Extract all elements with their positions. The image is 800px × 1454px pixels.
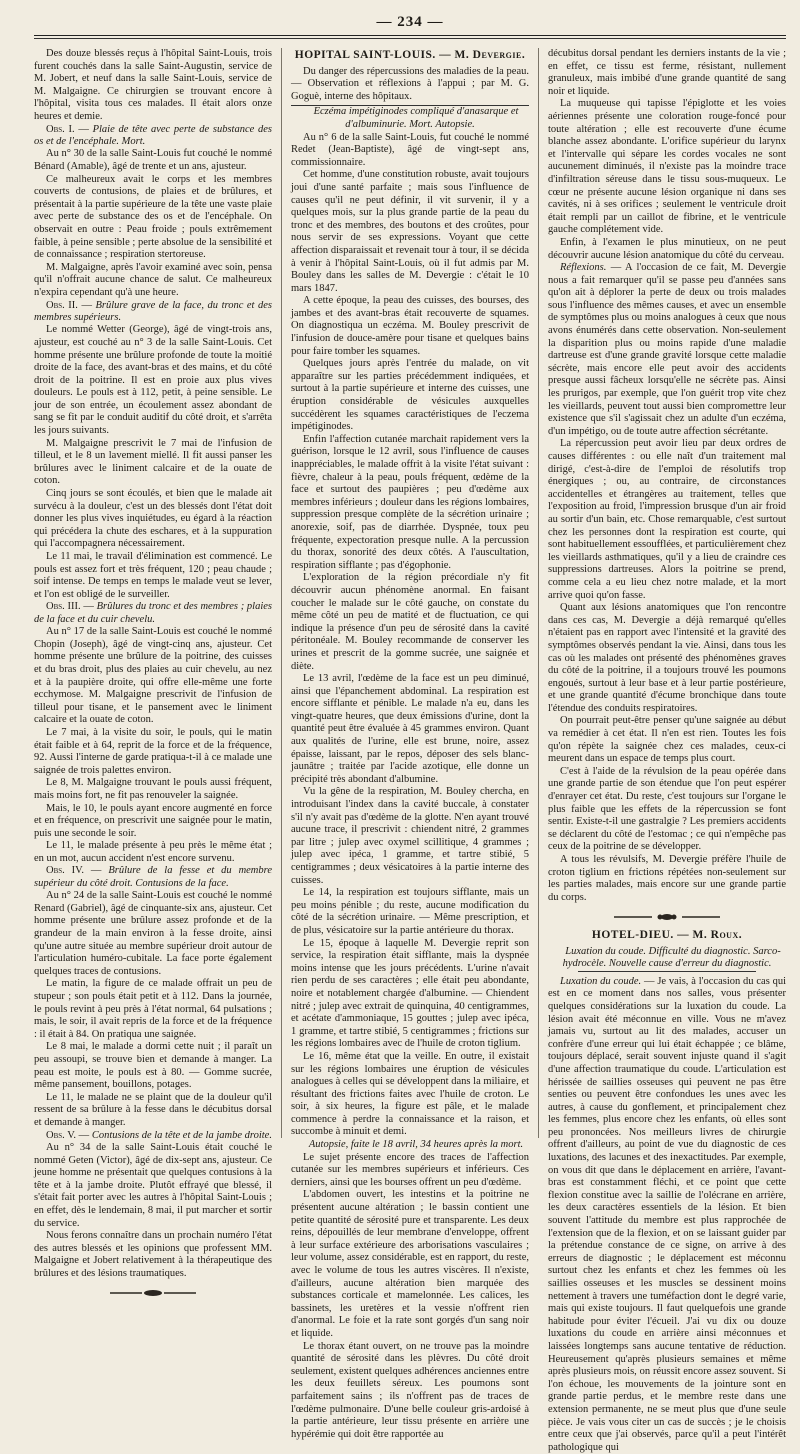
obs3-paragraph: Le 7 mai, à la visite du soir, le pouls, qui le matin était faible et à 64, reprit de la force et de la fréquence, 92. Aussi l'interne de garde pratiqua-t-il à ce malade une saignée de trois palettes environ. xyxy=(34,726,272,776)
luxation-text: — Je vais, à l'occasion du cas qui est en ce moment dans nos salles, vous présenter quelques considérations sur la luxation du coude. La lésion avait été méconnue en ville. Vous ne m'avez jamais vu, surtout au lit des malades, accuser un confrère d'une erreur qui lui était échappée ; ce blâme, toujours déplacé, serait souvent injuste quand il s'agit d'une affection traumatique du coude. L'articulation est hérissée de saillies osseuses qui peuvent ne pas être senties ou peuvent être confondues les unes avec les autres, à cause du gonflement, et principalement chez les femmes, plus encore chez les enfants, où elles sont peu prononcées. Nos meilleurs livres de chirurgie offrent d'ailleurs, au point de vue du diagnostic de ces luxations, des lacunes et des inexactitudes. Par exemple, on vous dit que dans le déplacement en arrière, l'avant-bras est constamment fléchi, et ce point que cette flexion constitue avec la saillie de l'olécrane en arrière, les deux caractères essentiels de la lésion. Et bien souvent l'attitude du membre est plus rapprochée de l'extension que de la flexion, et on se laissant guider par la prétendue constance de ce signe, on arrive à des erreurs de diagnostic ; le déplacement est méconnu surtout chez les enfants et chez les femmes où les saillies osseuses et les muscles se dessinent moins nettement à travers une tuméfaction dont le degré varie, mais qui existe toujours. Il faut quelquefois une grande habitude pour éviter l'écueil. J'ai vu dix ou douze luxations du coude en arrière ainsi méconnues et laissées longtemps sans aucune tentative de réduction. Heureusement qu'après plusieurs semaines et même après plusieurs mois, on réussit encore assez souvent. Si l'on échoue, les mouvements de la jointure sont en grande partie perdus, et le membre reste dans une extension permanente, ne se meut plus que d'une seule pièce. Je vais vous citer un cas de succès ; je le choisis entre ceux que j'ai observés, parce qu'il a peut l'intérêt pathologique qui xyxy=(548,975,787,1453)
obs1-heading xyxy=(34,124,272,149)
summary-rule xyxy=(578,971,756,972)
page-header xyxy=(34,10,786,34)
section-title-text: HOPITAL SAINT-LOUIS. xyxy=(294,49,436,61)
column-separator xyxy=(538,48,539,1138)
obs2-paragraph: Cinq jours se sont écoulés, et bien que le malade ait survécu à la douleur, c'est un des blessés dont l'état doit donner les plus vives inquiétudes, eu égard à la réaction qui précédera la chute des eschares, et à la suppuration qui l'accompagnera nécessairement. xyxy=(34,488,272,550)
col2-paragraph: Le 14, la respiration est toujours sifflante, mais un peu moins pénible ; du reste, aucune modification du côté de la sécrétion urinaire. — Même prescription, et de plus, vésicatoire sur la partie antérieure du thorax. xyxy=(291,887,529,936)
obs4-paragraph: Au n° 24 de la salle Saint-Louis est couché le nommé Renard (Gabriel), âgé de cinquante-six ans, ajusteur. Cet homme présente une brûlure assez profonde et de la grandeur de la main environ à la fesse droite, ainsi qu'une autre située au membre supérieur droit autour de l'articulation huméro-cubitale. La face porte également quelques traces de contusions. xyxy=(34,890,272,977)
obs4-paragraph: Le 8 mai, le malade a dormi cette nuit ; il paraît un peu assoupi, se trouve bien et demande à manger. La peau est moite, le pouls est à 80. — Gomme sucrée, même pansement, bouillons, potages. xyxy=(34,1041,272,1091)
col3-paragraph: Enfin, à l'examen le plus minutieux, on ne peut découvrir aucune lésion anatomique du côté du cerveau. xyxy=(548,236,786,261)
ornament-rule-icon xyxy=(108,1289,198,1297)
obs5-number: Obs. V. — xyxy=(46,1129,90,1141)
obs1-paragraph: Au n° 30 de la salle Saint-Louis fut couché le nommé Bénard (Amable), âgé de trente et un ans, ajusteur. xyxy=(34,148,272,172)
obs2-paragraph: M. Malgaigne prescrivit le 7 mai de l'infusion de tilleul, et le 8 un lavement miellé. Il fit aussi panser les brûlures avec le liniment calcaire et de la ouate de coton. xyxy=(34,437,272,487)
columns xyxy=(34,48,787,1453)
col3-paragraph: On pourrait peut-être penser qu'une saignée au début va remédier à cet état. Il n'en est rien. Toutes les fois qu'on répète la saignée chez ces malades, ceux-ci meurent dans un espace de temps plus court. xyxy=(548,715,786,765)
article-summary: Du danger des répercussions des maladies de la peau. — Observation et réflexions à l'appui ; par M. G. Goguè, interne des hôpitaux. xyxy=(291,65,529,102)
col3-paragraph: décubitus dorsal pendant les derniers instants de la vie ; en effet, ce tissu est ferme, résistant, nullement granuleux, mais imbibé d'une grande quantité de sang noir et liquide. xyxy=(548,48,786,97)
col2-paragraph: Vu la gêne de la respiration, M. Bouley chercha, en introduisant l'index dans la cavité buccale, à constater s'il n'y avait pas d'œdème de la glotte. N'en ayant trouvé aucune trace, il prescrivit : chiendent nitré, 2 grammes par litre ; julep avec oxymel scillitique, 4 grammes ; julep avec ipéca, 1 gramme, et tartre stibié, 5 centigrammes ; deux vésicatoires à la partie interne des cuisses. xyxy=(291,786,529,886)
col3-luxation xyxy=(548,976,786,1454)
section-ornament xyxy=(34,1287,272,1300)
col2-paragraph: Enfin l'affection cutanée marchait rapidement vers la guérison, lorsque le 12 avril, sous l'influence de causes inappréciables, le malade offrit à la visite l'état suivant : fièvre, chaleur à la peau, pouls fréquent, œdème de la face et surtout des paupières ; peu d'œdème aux membres inférieurs ; douleur dans les régions lombaires, suppression presque complète de la sécrétion urinaire ; anorexie, soif, pas de diarrhée. Dyspnée, toux peu fréquente, expectoration presque nulle. A la percussion du thorax, sonorité des deux côtés. A l'auscultation, respiration sifflante ; pas d'égophonie. xyxy=(291,433,529,571)
reflexions-text: — A l'occasion de ce fait, M. Devergie nous a fait remarquer qu'il se passe peu d'années sans qu'on ait à déplorer la perte de deux ou trois malades sous l'influence des mêmes causes, et avec un ensemble de symptômes plus ou moins analogues à ceux que nous avons énumérés dans cette observation. Non-seulement la disparition plus ou moins rapide d'une maladie dartreuse est d'une grande gravité lorsque cette maladie sécrète, mais encore elle peut avoir des accidents presque aussi fâcheux lorsqu'elle ne sécrète pas. Ainsi les prurigos, par exemple, que l'on guérit trop vite chez les vieillards, peuvent tout aussi bien compromettre leur existence que s'il s'agissait chez un adulte d'un eczéma, d'un impétigo, ou de toute autre affection sécrétante. xyxy=(548,262,786,437)
obs1-paragraph: Ce malheureux avait le corps et les membres couverts de contusions, de plaies et de brûlures, et présentait à la partie supérieure de la tête une vaste plaie avec perte de substance des os et de l'encéphale. On observait en outre : Peau froide ; pouls extrêmement faible, à peine sensible ; perte absolue de la sensibilité et de connaissance ; respiration stertoreuse. xyxy=(34,173,272,261)
obs3-paragraph: Le 11, le malade présente à peu près le même état ; en un mot, aucun accident n'est encore survenu. xyxy=(34,840,272,864)
obs2-number: Obs. II. — xyxy=(46,299,92,311)
col3-paragraph: La muqueuse qui tapisse l'épiglotte et les voies aériennes présente une coloration rouge-foncé pour toute altération ; elle est recouverte d'une écume blanche assez abondante. L'orifice supérieur du larynx et l'intervalle qui sépare les cordes vocales ne sont aucunement diminués, il n'existe pas la moindre trace d'infiltration séreuse dans le tissu sous-muqueux. Le cœur ne présente aucune lésion organique ni dans ses cavités, ni à ses orifices ; seulement le ventricule droit était rempli par un caillot de fibrine, et le ventricule gauche complétement vide. xyxy=(548,98,786,236)
obs2-title: Brûlure grave de la face, du tronc et des membres supérieurs. xyxy=(34,299,273,323)
luxation-heading: Luxation du coude. xyxy=(560,975,642,987)
obs3-number: Obs. III. — xyxy=(46,601,94,613)
col2-paragraph: Au n° 6 de la salle Saint-Louis, fut couché le nommé Redet (Jean-Baptiste), âgé de vingt-sept ans, commissionnaire. xyxy=(291,131,529,168)
col2-paragraph: Cet homme, d'une constitution robuste, avait toujours joui d'une santé parfaite ; mais sous l'influence de causes qu'il ne peut définir, il vit survenir, il y a quelques mois, sur la plus grande partie de la peau du tronc et des membres, des boutons et des croûtes, pour nous servir de ses expressions. Voyant que cette affection disparaissait et revenait tour à tour, il se décida à venir à l'hôpital Saint-Louis, où il fut admis par M. Bouley dans les salles de M. Devergie : c'était le 10 mars 1847. xyxy=(291,169,529,294)
obs5-title: Contusions de la tête et de la jambe droite. xyxy=(91,1129,272,1141)
col2-paragraph: L'abdomen ouvert, les intestins et la poitrine ne présentent aucune altération ; le bassin contient une petite quantité de sérosité pure et transparente. Les deux reins, dépouillés de leur membrane d'enveloppe, offrent à leur surface extérieure des arborisations vasculaires ; leur volume, assez considérable, est en rapport, du reste, avec le volume de tous les autres viscères. Il n'existe, d'ailleurs, aucune altération bien marquée des substances corticale et mamelonnée. Les calices, les bassinets, les uretères et la vessie n'offrent rien d'anormal. Le foie et la rate sont gorgés d'un sang noir et liquide. xyxy=(291,1189,529,1339)
column-3 xyxy=(548,48,787,1453)
page-number: — 234 — xyxy=(376,14,444,30)
obs5-heading xyxy=(34,1130,272,1142)
obs3-heading xyxy=(34,601,272,626)
reflexions-heading: Réflexions. xyxy=(560,262,607,274)
article-subtitle: Eczéma impétiginodes compliqué d'anasarque et d'albuminurie. Mort. Autopsie. xyxy=(313,106,519,130)
section-author: — M. Devergie. xyxy=(439,49,526,61)
col3-paragraph: A tous les révulsifs, M. Devergie préfère l'huile de croton tiglium en frictions répétées non-seulement sur les parties malades, mais encore sur une grande partie du corps. xyxy=(548,854,786,903)
obs4-heading xyxy=(34,865,272,890)
column-separator xyxy=(281,48,282,1138)
col2-paragraph: L'exploration de la région précordiale n'y fit découvrir aucun phénomène anormal. En faisant coucher le malade sur le côté gauche, on constate du même côté un peu de matité et de fluctuation, ce qui indique la présence d'un peu de sérosité dans la cavité péritonéale. M. Bouley recommande de conserver les urines et prescrit de la gomme sucrée, une saignée et diète. xyxy=(291,572,529,672)
autopsy-heading: Autopsie, faite le 18 avril, 34 heures après la mort. xyxy=(308,1139,524,1151)
obs3-paragraph: Le 8, M. Malgaigne trouvant le pouls aussi fréquent, mais moins fort, ne fit pas renouveler la saignée. xyxy=(34,777,272,801)
obs1-paragraph: M. Malgaigne, après l'avoir examiné avec soin, pensa qu'il n'offrait aucune chance de salut. Ce malheureux n'expira cependant qu'à une heure. xyxy=(34,261,272,298)
column-2 xyxy=(291,48,529,1440)
obs3-paragraph: Au n° 17 de la salle Saint-Louis est couché le nommé Chopin (Joseph), âgé de vingt-cinq ans, ajusteur. Cet homme présente une brûlure de la poitrine, des cuisses et du bras droit, plus des plaies au cuir chevelu, au nez et à la paupière droite, qui offre elle-même une forte ecchymose. M. Malgaigne prescrivit de l'infusion de tilleul pour tisane, et le pansement avec le liniment calcaire et la ouate de coton. xyxy=(34,626,272,726)
column-1 xyxy=(34,48,273,1279)
col1-intro: Des douze blessés reçus à l'hôpital Saint-Louis, trois furent couchés dans la salle Saint-Augustin, service de M. Jobert, et neuf dans la salle Saint-Louis, service de M. Malgaigne. Ce chirurgien se trouvant encore à l'hôpital, visita tous ces malades. Il était alors onze heures et demie. xyxy=(34,48,272,122)
obs5-paragraph: Au n° 34 de la salle Saint-Louis était couché le nommé Geten (Victor), âgé de dix-sept ans, ajusteur. Ce jeune homme ne présentait que quelques contusions à la tête et à la jambe droite. Plutôt effrayé que blessé, il s'était fait porter avec les autres à l'hôpital Saint-Louis ; en effet, dès le lendemain, 8 mai, il put marcher et sortir du service. xyxy=(34,1141,272,1229)
obs1-number: Obs. I. — xyxy=(46,123,89,135)
obs4-paragraph: Le 11, le malade ne se plaint que de la douleur qu'il ressent de sa brûlure à la fesse dans le décubitus dorsal et demande à manger. xyxy=(34,1091,272,1128)
col2-paragraph: A cette époque, la peau des cuisses, des bourses, des jambes et des avant-bras était recouverte de squames. On diagnostiqua un eczéma. M. Bouley prescrivit de l'infusion de douce-amère pour tisane et quelques bains pour faire tomber les squames. xyxy=(291,295,529,357)
col2-paragraph: Le 15, époque à laquelle M. Devergie reprit son service, la respiration était sifflante, mais la dyspnée moins intense que les jours précédents. L'urine n'avait rien perdu de ses caractères ; elle était peu abondante, noire et notablement chargée d'albumine. — Chiendent nitré ; julep avec extrait de quinquina, 40 centigrammes, et acétate d'ammoniaque, 15 gouttes ; julep avec ipéca, 1 gramme, et tartre stibié, 5 centigrammes ; frictions sur les régions lombaires avec de l'huile de croton tiglium. xyxy=(291,937,529,1050)
section-title-hotel-dieu xyxy=(548,929,786,942)
ornament-rule-icon xyxy=(612,913,722,921)
obs2-paragraph: Le nommé Wetter (George), âgé de vingt-trois ans, ajusteur, est couché au n° 3 de la salle Saint-Louis. Cet homme présente une brûlure profonde de toute la moitié droite de la face, des avant-bras et des mains, et du côté droit de la poitrine. Il est en proie aux plus vives douleurs. Le pouls est à 112, petit, à peine sensible. Le jour de son entrée, un écoulement assez abondant de sang se fit par le conduit auditif du côté droit, et s'arrêta les jours suivants. xyxy=(34,324,272,437)
col3-reflexions xyxy=(548,262,786,438)
obs2-paragraph: Le 11 mai, le travail d'élimination est commencé. Le pouls est assez fort et très fréquent, 120 ; peau chaude ; soif intense. De temps en temps le malade veut se lever, et l'on est obligé de le surveiller. xyxy=(34,551,272,600)
section-author: — M. Roux. xyxy=(677,928,743,941)
section-title-text: HOTEL-DIEU. xyxy=(591,928,674,941)
section-title-saint-louis xyxy=(291,49,529,62)
obs3-title: Brûlures du tronc et des membres ; plaies de la face et du cuir chevelu. xyxy=(34,601,273,625)
col2-paragraph: Le 13 avril, l'œdème de la face est un peu diminué, ainsi que l'épanchement abdominal. La respiration est encore sifflante et pénible. Le malade n'a eu, dans les vingt-quatre heures, que deux émissions d'urine, dont la quantité peut être évaluée à 45 grammes environ. Quant aux qualités de l'urine, elle est brune, noire, assez épaisse, laissant, par le repos, déposer des sels blanc-jaunâtre ; traitée par l'acide azotique, elle donne un précipité très abondant d'albumine. xyxy=(291,673,529,785)
col2-paragraph: Quelques jours après l'entrée du malade, on vit apparaître sur les parties précédemment indiquées, et surtout à la partie supérieure et interne des cuisses, une éruption considérable de vésicules auxquelles succédèrent les squames caractéristiques de l'eczema impétiginodes. xyxy=(291,358,529,433)
section-ornament xyxy=(548,910,786,923)
obs1-title: Plaie de tête avec perte de substance des os et de l'encéphale. Mort. xyxy=(34,123,272,147)
obs4-title: Brûlure de la fesse et du membre supérieur du côté droit. Contusions de la face. xyxy=(34,865,272,889)
article-summary: Luxation du coude. Difficulté du diagnostic. Sarco-hydrocèle. Nouvelle cause d'erreur du diagnostic. xyxy=(562,945,781,970)
header-rule xyxy=(34,35,786,36)
obs5-paragraph: Nous ferons connaître dans un prochain numéro l'état des autres blessés et les opinions que professent MM. Malgaigne et Jobert relativement à la thérapeutique des brûlures et des lésions traumatiques. xyxy=(34,1230,272,1279)
obs4-paragraph: Le matin, la figure de ce malade offrait un peu de stupeur ; son pouls était petit et à 112. Dans la journée, le pouls revint à peu près à l'état normal, 64 pulsations ; mais, le soir, il avait repris de la force et de la fréquence : il était à 84. On pratiqua une saignée. xyxy=(34,978,272,1040)
col2-paragraph: Le sujet présente encore des traces de l'affection cutanée sur les membres supérieurs et inférieurs. Ces derniers, ainsi que les bourses offrent un peu d'œdème. xyxy=(291,1151,529,1188)
col2-paragraph: Le 16, même état que la veille. En outre, il existait sur les régions lombaires une éruption de vésicules analogues à celles qui se développent dans la miliaire, et résultant des frictions faites avec l'huile de croton. Le soir, à six heures, la figure est pâle, et le malade commence à perdre la connaissance et la raison, et succombe à minuit et demi. xyxy=(291,1050,529,1138)
col2-paragraph: Le thorax étant ouvert, on ne trouve pas la moindre quantité de sérosité dans les plèvres. Du côté droit seulement, existent quelques adhérences anciennes entre les deux feuillets séreux. Les poumons sont parfaitement sains ; ils n'offrent pas de traces de l'œdème pulmonaire. D'une belle couleur gris-ardoisé à la partie antérieure, leur tissu présente en arrière une hypérémie qui doit être rapportée au xyxy=(291,1340,529,1440)
col3-paragraph: C'est à l'aide de la révulsion de la peau opérée dans une grande partie de son étendue que l'on peut espérer d'enrayer cet état. Du reste, c'est toujours sur l'organe le plus faible que les effets de la répercussion se font sentir. Existe-t-il une gastralgie ? Les premiers accidents se déclarent du côté de l'estomac ; ce qui n'empêche pas ceux de la poitrine de se développer. xyxy=(548,765,786,853)
obs3-paragraph: Mais, le 10, le pouls ayant encore augmenté en force et en fréquence, on prescrivit une saignée pour le matin, puis une seconde le soir. xyxy=(34,802,272,839)
obs4-number: Obs. IV. — xyxy=(46,865,102,877)
header-rule-thin xyxy=(34,38,786,39)
obs2-heading xyxy=(34,300,272,325)
col3-paragraph: La répercussion peut avoir lieu par deux ordres de causes différentes : ou elle naît d'un traitement mal dirigé, c'est-à-dire de l'emploi de résolutifs trop énergiques ; ou, au contraire, de circonstances accidentelles et étrangères au traitement, telles que l'exposition au froid, l'impression brusque d'un air froid au sortir d'un bain, etc. Chose remarquable, c'est surtout chez les personnes dont la respiration est courte, qui sont habituellement essoufflées, et particulièrement chez les vieillards asthmatiques, qu'il y a lieu de craindre ces suppressions dartreuses. Alors la poitrine se prend, comme cela a eu lieu chez notre malade, et la mort arrive quoi qu'on fasse. xyxy=(548,438,786,601)
col3-paragraph: Quant aux lésions anatomiques que l'on rencontre dans ces cas, M. Devergie a déjà remarqué qu'elles n'étaient pas en rapport avec l'intensité et la gravité des symptômes observés pendant la vie. Ainsi, dans tous les cas où les malades ont présenté des phénomènes graves du côté de la poitrine, il a toujours trouvé les poumons engoués, surtout à leur base et à leur partie postérieure, et une grande quantité d'écume bronchique dans toute l'étendue des conduits respiratoires. xyxy=(548,602,786,714)
